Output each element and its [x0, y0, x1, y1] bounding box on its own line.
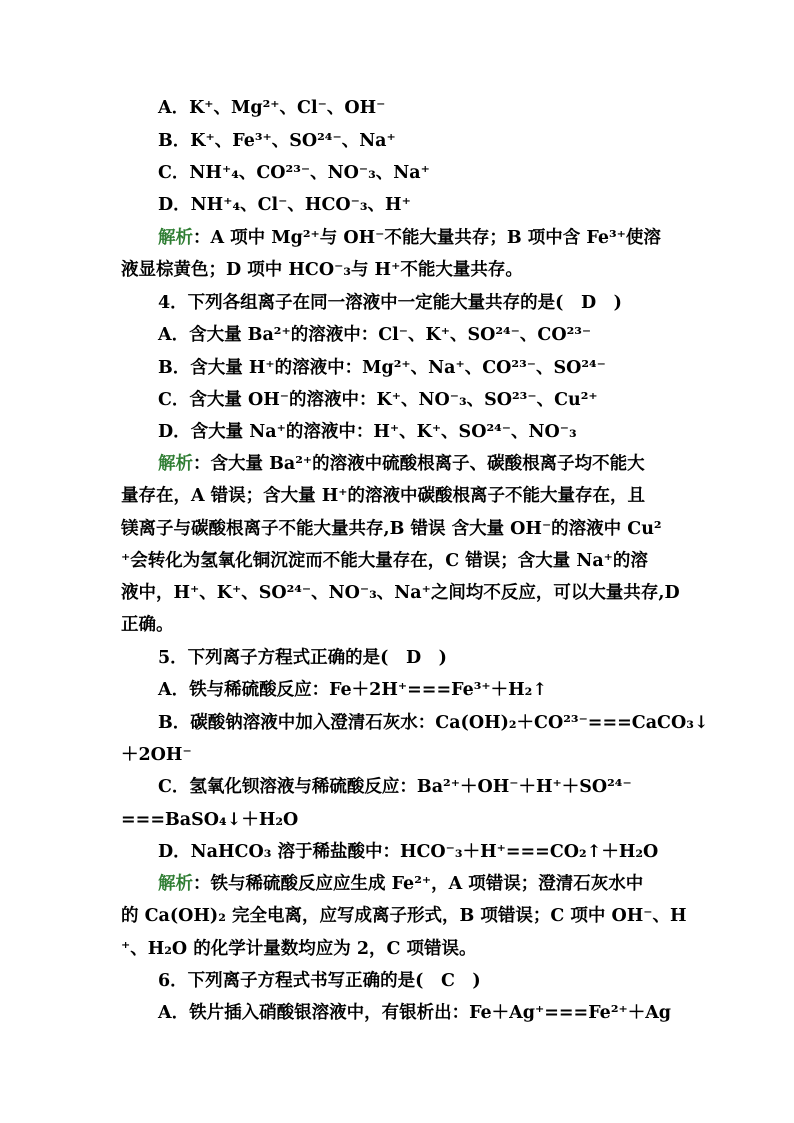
line-text: A．铁片插入硝酸银溶液中，有银析出：Fe＋Ag⁺===Fe²⁺＋Ag: [158, 1003, 672, 1023]
text-line: [158, 1001, 671, 1025]
line-text: ：A 项中 Mg²⁺与 OH⁻不能大量共存；B 项中含 Fe³⁺使溶: [193, 228, 661, 248]
line-text: ===BaSO₄↓＋H₂O: [121, 810, 299, 830]
line-text: 5．下列离子方程式正确的是( D ): [158, 648, 447, 668]
line-text: A．含大量 Ba²⁺的溶液中：Cl⁻、K⁺、SO²⁴⁻、CO²³⁻: [158, 325, 592, 345]
line-text: B．含大量 H⁺的溶液中：Mg²⁺、Na⁺、CO²³⁻、SO²⁴⁻: [158, 358, 606, 378]
line-text: ：含大量 Ba²⁺的溶液中硫酸根离子、碳酸根离子均不能大: [193, 454, 645, 474]
line-text: B．碳酸钠溶液中加入澄清石灰水：Ca(OH)₂＋CO²³⁻===CaCO₃↓: [158, 713, 709, 733]
line-text: B．K⁺、Fe³⁺、SO²⁴⁻、Na⁺: [158, 131, 396, 151]
text-line: [121, 613, 174, 637]
line-text: D．含大量 Na⁺的溶液中：H⁺、K⁺、SO²⁴⁻、NO⁻₃: [158, 422, 577, 442]
line-text: C．含大量 OH⁻的溶液中：K⁺、NO⁻₃、SO²³⁻、Cu²⁺: [158, 390, 598, 410]
text-line: [158, 129, 396, 153]
text-line: [121, 484, 645, 508]
text-line: [158, 96, 385, 120]
text-line: [158, 356, 606, 380]
line-text: ⁺会转化为氢氧化铜沉淀而不能大量存在，C 错误；含大量 Na⁺的溶: [121, 551, 648, 571]
line-text: A．铁与稀硫酸反应：Fe＋2H⁺===Fe³⁺＋H₂↑: [158, 680, 547, 700]
text-line: [158, 678, 547, 702]
analysis-label: 解析: [158, 454, 193, 474]
text-line: [158, 226, 661, 250]
line-text: 正确。: [121, 615, 174, 635]
line-text: 镁离子与碳酸根离子不能大量共存,B 错误 含大量 OH⁻的溶液中 Cu²: [121, 519, 662, 539]
text-line: [121, 743, 192, 767]
text-line: [158, 775, 632, 799]
line-text: 量存在，A 错误；含大量 H⁺的溶液中碳酸根离子不能大量存在，且: [121, 486, 646, 506]
line-text: 液中，H⁺、K⁺、SO²⁴⁻、NO⁻₃、Na⁺之间均不反应，可以大量共存,D: [121, 583, 680, 603]
text-line: [121, 517, 662, 541]
line-text: D．NaHCO₃ 溶于稀盐酸中：HCO⁻₃＋H⁺===CO₂↑＋H₂O: [158, 842, 659, 862]
line-text: 4．下列各组离子在同一溶液中一定能大量共存的是( D ): [158, 293, 622, 313]
text-line: [121, 581, 680, 605]
text-line: [158, 969, 481, 993]
text-line: [121, 937, 477, 961]
line-text: 的 Ca(OH)₂ 完全电离，应写成离子形式，B 项错误；C 项中 OH⁻、H: [121, 906, 687, 926]
line-text: D．NH⁺₄、Cl⁻、HCO⁻₃、H⁺: [158, 195, 411, 215]
text-line: [158, 323, 591, 347]
text-line: [121, 808, 298, 832]
text-line: [158, 872, 643, 896]
line-text: ：铁与稀硫酸反应应生成 Fe²⁺，A 项错误；澄清石灰水中: [193, 874, 644, 894]
line-text: C．NH⁺₄、CO²³⁻、NO⁻₃、Na⁺: [158, 163, 430, 183]
line-text: 液显棕黄色；D 项中 HCO⁻₃与 H⁺不能大量共存。: [121, 260, 523, 280]
line-text: ＋2OH⁻: [121, 745, 192, 765]
text-line: [121, 258, 523, 282]
analysis-label: 解析: [158, 228, 193, 248]
text-line: [158, 291, 622, 315]
line-text: ⁺、H₂O 的化学计量数均应为 2，C 项错误。: [121, 939, 477, 959]
line-text: A．K⁺、Mg²⁺、Cl⁻、OH⁻: [158, 98, 386, 118]
text-line: [158, 193, 411, 217]
text-line: [121, 549, 648, 573]
text-line: [158, 646, 447, 670]
text-line: [158, 711, 709, 735]
analysis-label: 解析: [158, 874, 193, 894]
text-line: [158, 161, 430, 185]
text-line: [158, 452, 645, 476]
text-line: [121, 904, 687, 928]
line-text: C．氢氧化钡溶液与稀硫酸反应：Ba²⁺＋OH⁻＋H⁺＋SO²⁴⁻: [158, 777, 632, 797]
text-line: [158, 388, 598, 412]
line-text: 6．下列离子方程式书写正确的是( C ): [158, 971, 481, 991]
text-line: [158, 420, 577, 444]
text-line: [158, 840, 658, 864]
